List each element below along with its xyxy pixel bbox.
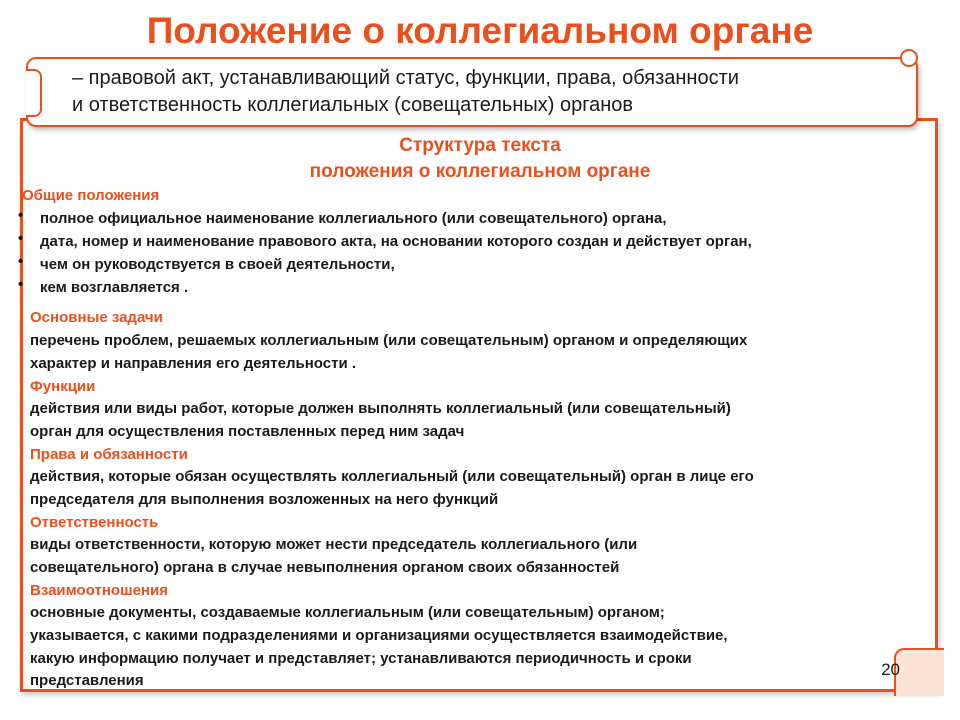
section-text-line: какую информацию получает и представляет; устанавливаются периодичность и сроки (30, 650, 692, 667)
bullet-icon: • (18, 276, 24, 293)
section-heading-functions: Функции (30, 378, 96, 395)
bullet-icon: • (18, 207, 24, 224)
section-heading-tasks: Основные задачи (30, 309, 163, 326)
section-text-line: представления (30, 672, 144, 689)
list-item: кем возглавляется . (40, 279, 189, 296)
structure-title-line: Структура текста (399, 135, 561, 156)
definition-text (72, 65, 902, 119)
section-text-line: орган для осуществления поставленных перед ним задач (30, 423, 465, 440)
section-heading-responsibility: Ответственность (30, 514, 159, 531)
section-text-line: действия, которые обязан осуществлять коллегиальный (или совещательный) орган в лице его (30, 468, 754, 485)
section-text-line: основные документы, создаваемые коллегиальным (или совещательным) органом; (30, 604, 665, 621)
page-title: Положение о коллегиальном органе (146, 10, 814, 51)
bullet-icon: • (18, 253, 24, 270)
bullet-icon: • (18, 230, 24, 247)
section-text-line: указывается, с какими подразделениями и организациями осуществляется взаимодействие, (30, 627, 728, 644)
structure-title-line: положения о коллегиальном органе (309, 161, 651, 182)
scroll-curl-right (900, 49, 918, 67)
list-item: полное официальное наименование коллегиального (или совещательного) органа, (40, 210, 667, 227)
section-heading-general: Общие положения (22, 187, 160, 204)
section-heading-rights: Права и обязанности (30, 446, 188, 463)
section-text-line: характер и направления его деятельности . (30, 355, 357, 372)
section-text-line: перечень проблем, решаемых коллегиальным (или совещательным) органом и определяющих (30, 332, 748, 349)
scroll-curl-left (26, 69, 42, 117)
section-text-line: виды ответственности, которую может нести председатель коллегиального (или (30, 536, 638, 553)
structure-title (0, 133, 960, 185)
list-item: дата, номер и наименование правового акта, на основании которого создан и действует орган, (40, 233, 752, 250)
section-text-line: председателя для выполнения возложенных на него функций (30, 491, 499, 508)
section-heading-relations: Взаимоотношения (30, 582, 168, 599)
section-text-line: совещательного) органа в случае невыполнения органом своих обязанностей (30, 559, 620, 576)
definition-line: – правовой акт, устанавливающий статус, функции, права, обязанности (72, 67, 739, 89)
page-number: 20 (881, 660, 900, 679)
list-item: чем он руководствуется в своей деятельности, (40, 256, 395, 273)
section-text-line: действия или виды работ, которые должен выполнять коллегиальный (или совещательный) (30, 400, 731, 417)
definition-scroll (26, 57, 918, 127)
definition-line: и ответственность коллегиальных (совещательных) органов (72, 94, 633, 116)
page-fold-corner (894, 648, 944, 696)
